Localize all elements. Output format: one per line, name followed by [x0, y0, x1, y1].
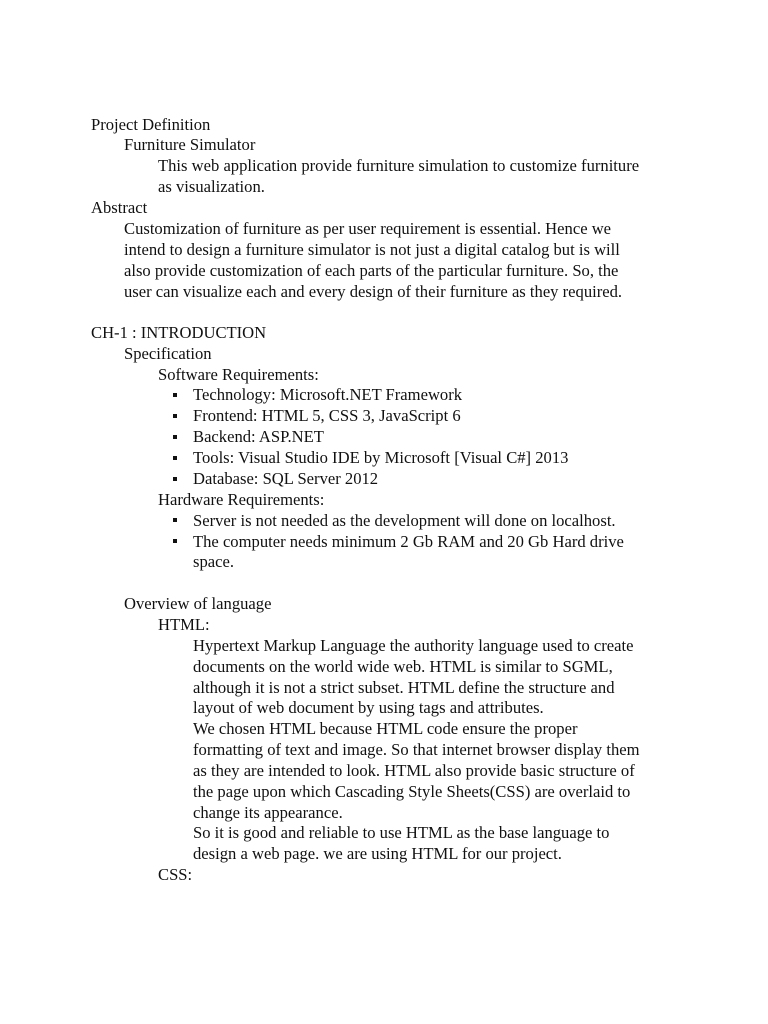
hardware-requirement-item: Server is not needed as the development will done on localhost.	[193, 511, 616, 530]
software-requirement-item: Tools: Visual Studio IDE by Microsoft [Visual C#] 2013	[193, 448, 569, 467]
html-paragraph-line: documents on the world wide web. HTML is similar to SGML,	[193, 657, 613, 676]
html-heading: HTML:	[158, 615, 210, 634]
project-description-line: This web application provide furniture simulation to customize furniture	[158, 156, 640, 175]
project-description-line: as visualization.	[158, 177, 265, 196]
html-paragraph-line: as they are intended to look. HTML also provide basic structure of	[193, 761, 635, 780]
bullet-icon	[173, 518, 177, 522]
html-paragraph-line: formatting of text and image. So that internet browser display them	[193, 740, 640, 759]
bullet-icon	[173, 393, 177, 397]
html-paragraph-line: change its appearance.	[193, 803, 343, 822]
overview-heading: Overview of language	[124, 594, 272, 613]
bullet-icon	[173, 456, 177, 460]
abstract-line: Customization of furniture as per user requirement is essential. Hence we	[124, 219, 612, 238]
html-paragraph-line: Hypertext Markup Language the authority language used to create	[193, 636, 634, 655]
software-requirement-item: Backend: ASP.NET	[193, 427, 324, 446]
bullet-icon	[173, 414, 177, 418]
project-title: Furniture Simulator	[124, 135, 256, 154]
software-requirements-heading: Software Requirements:	[158, 365, 319, 384]
abstract-line: intend to design a furniture simulator is not just a digital catalog but is will	[124, 240, 620, 259]
html-paragraph-line: layout of web document by using tags and attributes.	[193, 698, 544, 717]
software-requirement-item: Database: SQL Server 2012	[193, 469, 379, 488]
css-heading: CSS:	[158, 865, 193, 884]
hardware-requirements-heading: Hardware Requirements:	[158, 490, 325, 509]
software-requirement-item: Frontend: HTML 5, CSS 3, JavaScript 6	[193, 406, 461, 425]
html-paragraph-line: design a web page. we are using HTML for our project.	[193, 844, 562, 863]
chapter-heading: CH-1 : INTRODUCTION	[91, 323, 267, 342]
bullet-icon	[173, 435, 177, 439]
software-requirement-item: Technology: Microsoft.NET Framework	[193, 385, 463, 404]
abstract-heading: Abstract	[91, 198, 148, 217]
bullet-icon	[173, 477, 177, 481]
bullet-icon	[173, 539, 177, 543]
hardware-requirement-item-continuation: space.	[193, 552, 234, 571]
html-paragraph-line: We chosen HTML because HTML code ensure the proper	[193, 719, 578, 738]
project-definition-heading: Project Definition	[91, 115, 211, 134]
html-paragraph-line: So it is good and reliable to use HTML as the base language to	[193, 823, 610, 842]
specification-heading: Specification	[124, 344, 212, 363]
abstract-line: user can visualize each and every design of their furniture as they required.	[124, 282, 623, 301]
html-paragraph-line: the page upon which Cascading Style Sheets(CSS) are overlaid to	[193, 782, 631, 801]
html-paragraph-line: although it is not a strict subset. HTML define the structure and	[193, 678, 615, 697]
hardware-requirement-item: The computer needs minimum 2 Gb RAM and 20 Gb Hard drive	[193, 532, 624, 551]
abstract-line: also provide customization of each parts of the particular furniture. So, the	[124, 261, 619, 280]
